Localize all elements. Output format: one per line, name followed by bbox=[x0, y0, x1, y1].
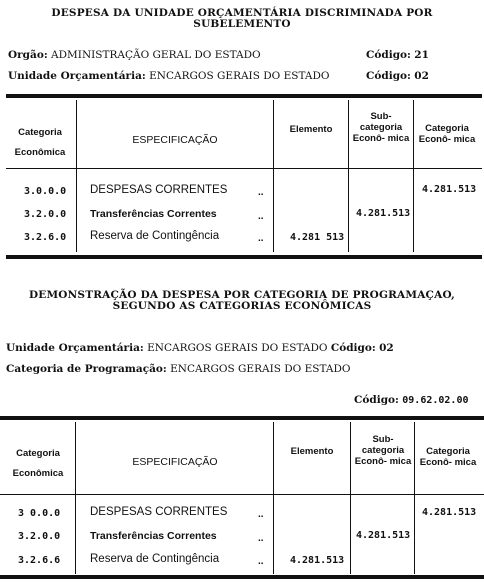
unidade2-line bbox=[6, 342, 394, 354]
table1-col-divider bbox=[348, 100, 349, 252]
table-row-elemento: 4.281.513 bbox=[290, 555, 345, 566]
table1-col-divider bbox=[413, 100, 414, 252]
table-row-code: 3.2.6.6 bbox=[18, 555, 61, 566]
programacao-code-value: 09.62.02.00 bbox=[402, 395, 469, 406]
unidade-code bbox=[366, 70, 429, 82]
unidade-code-value: 02 bbox=[414, 70, 429, 82]
table-row-code: 3 0.0.0 bbox=[18, 508, 61, 519]
unidade-label: Unidade Orçamentária: bbox=[8, 70, 146, 82]
programacao-value: ENCARGOS GERAIS DO ESTADO bbox=[170, 363, 351, 375]
table1-col-divider bbox=[273, 100, 274, 252]
unidade2-value: ENCARGOS GERAIS DO ESTADO bbox=[147, 342, 328, 354]
table1-header-especificacao: ESPECIFICAÇÃO bbox=[132, 134, 218, 146]
table-row-dots: .. bbox=[258, 533, 264, 544]
table1-bottom-rule bbox=[6, 255, 482, 259]
table-row-code: 3.2.6.0 bbox=[24, 232, 67, 243]
section2-title-line2: SEGUNDO AS CATEGORIAS ECONÔMICAS bbox=[112, 300, 372, 312]
unidade-line bbox=[8, 70, 330, 82]
table-row-code: 3.2.0.0 bbox=[18, 531, 61, 542]
table1-top-rule bbox=[6, 94, 482, 98]
programacao-label: Categoria de Programação: bbox=[6, 363, 167, 375]
table1-header-categoria-economica: Categoria Econô- mica bbox=[418, 123, 476, 145]
table2-header-categoria: Categoria Econômica bbox=[12, 448, 64, 479]
section1-title bbox=[0, 8, 484, 30]
table-row-desc: DESPESAS CORRENTES bbox=[90, 184, 228, 196]
programacao-line bbox=[6, 363, 351, 375]
table1-header-rule bbox=[6, 168, 482, 169]
table-row-desc: DESPESAS CORRENTES bbox=[90, 506, 228, 518]
table2-bottom-rule bbox=[0, 575, 484, 579]
table-row-code: 3.0.0.0 bbox=[24, 186, 67, 197]
table2-header-especificacao: ESPECIFICAÇÃO bbox=[132, 456, 218, 468]
table-row-subcategoria: 4.281.513 bbox=[356, 208, 411, 219]
table-row-dots: .. bbox=[258, 509, 264, 520]
table2-col-divider bbox=[350, 422, 351, 574]
unidade2-code-value: 02 bbox=[379, 342, 394, 354]
table1-header-subcategoria: Sub- categoria Econô- mica bbox=[352, 111, 410, 144]
orgao-code-label: Código: bbox=[366, 49, 411, 61]
table1-header-elemento: Elemento bbox=[289, 124, 333, 135]
table2-col-divider bbox=[75, 422, 76, 574]
table-row-subcategoria: 4.281.513 bbox=[356, 530, 411, 541]
section2-title-line1: DEMONSTRAÇÃO DA DESPESA POR CATEGORIA DE PROGRAMAÇAO, bbox=[28, 289, 456, 301]
table-row-desc: Transferências Correntes bbox=[90, 208, 217, 220]
section1-title-line2: SUBELEMENTO bbox=[193, 18, 291, 30]
orgao-label: Orgão: bbox=[8, 49, 48, 61]
orgao-code bbox=[366, 49, 429, 61]
unidade-code-label: Código: bbox=[366, 70, 411, 82]
unidade-value: ENCARGOS GERAIS DO ESTADO bbox=[149, 70, 330, 82]
table-row-categoria: 4.281.513 bbox=[422, 507, 477, 518]
programacao-code-label: Código: bbox=[354, 394, 399, 406]
table-row-dots: .. bbox=[258, 187, 264, 198]
unidade2-label: Unidade Orçamentária: bbox=[6, 342, 144, 354]
table-row-dots: .. bbox=[258, 211, 264, 222]
table-row-code: 3.2.0.0 bbox=[24, 209, 67, 220]
table2-header-elemento: Elemento bbox=[290, 446, 334, 457]
table2-col-divider bbox=[414, 422, 415, 574]
table1-header-categoria: Categoria Econômica bbox=[14, 127, 66, 158]
table2-top-rule bbox=[0, 416, 484, 420]
unidade2-code-label: Código: bbox=[330, 342, 376, 354]
table2-header-rule bbox=[0, 494, 484, 495]
table-row-dots: .. bbox=[258, 233, 264, 244]
orgao-line bbox=[8, 49, 261, 61]
table-row-desc: Transferências Correntes bbox=[90, 530, 217, 542]
section2-title bbox=[0, 290, 484, 312]
table2-header-categoria-economica: Categoria Econô- mica bbox=[419, 446, 477, 468]
orgao-value: ADMINISTRAÇÃO GERAL DO ESTADO bbox=[51, 49, 261, 61]
table2-header-subcategoria: Sub- categoria Econô- mica bbox=[354, 434, 412, 467]
section1-title-line1: DESPESA DA UNIDADE ORÇAMENTÁRIA DISCRIMINADA POR bbox=[51, 7, 433, 19]
table-row-categoria: 4.281.513 bbox=[422, 184, 477, 195]
table-row-elemento: 4.281 513 bbox=[290, 232, 345, 243]
table-row-dots: .. bbox=[258, 556, 264, 567]
table1-col-divider bbox=[76, 100, 77, 252]
table2-col-divider bbox=[273, 422, 274, 574]
orgao-code-value: 21 bbox=[414, 49, 429, 61]
programacao-code bbox=[354, 394, 469, 406]
table-row-desc: Reserva de Contingência bbox=[90, 230, 220, 242]
table-row-desc: Reserva de Contingência bbox=[90, 553, 220, 565]
